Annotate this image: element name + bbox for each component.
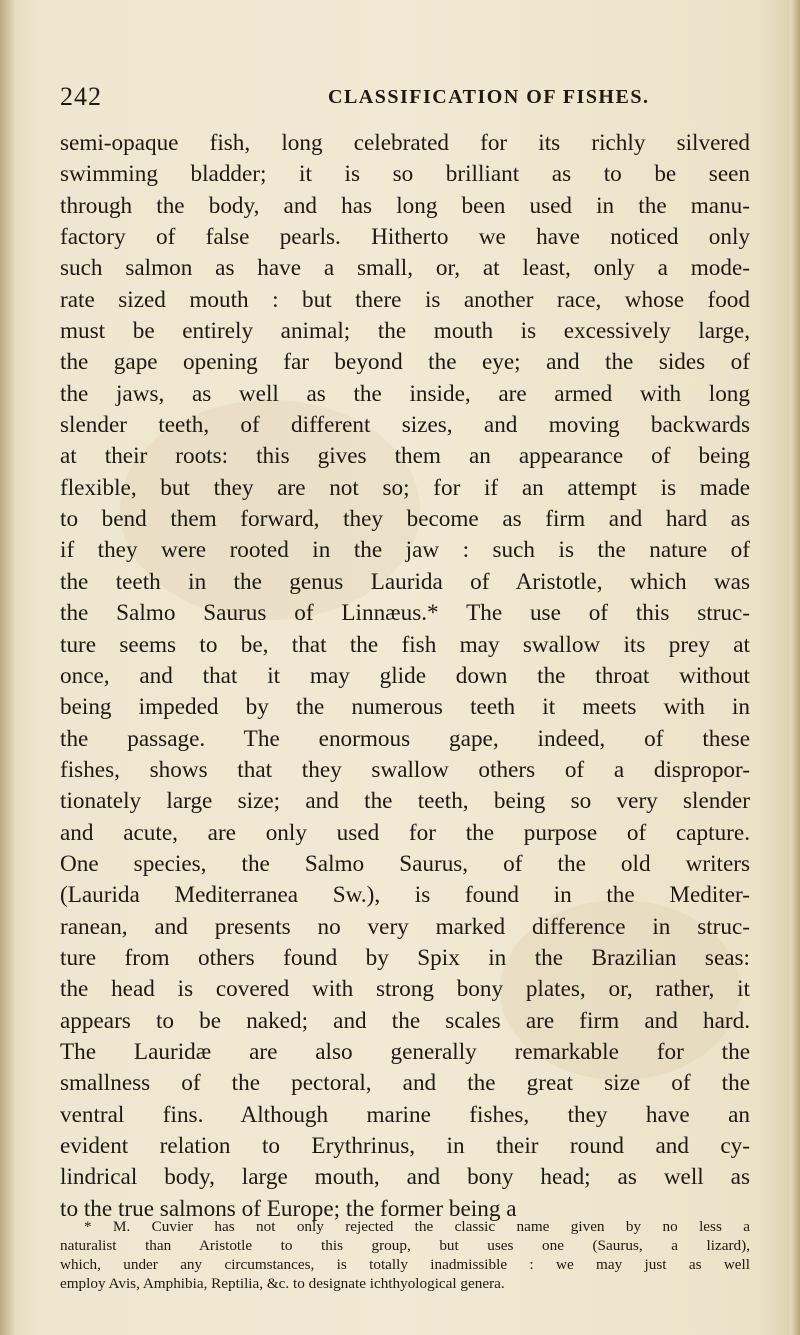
footnote xyxy=(60,1217,750,1293)
text-line: appears to be naked; and the scales are firm and hard. xyxy=(60,1007,750,1034)
text-line: the jaws, as well as the inside, are armed with long xyxy=(60,380,750,407)
text-line: One species, the Salmo Saurus, of the old writers xyxy=(60,850,750,877)
text-line: lindrical body, large mouth, and bony head; as well as xyxy=(60,1164,750,1191)
text-line: the teeth in the genus Laurida of Aristotle, which was xyxy=(60,568,750,595)
text-line: to the true salmons of Europe; the former being a xyxy=(60,1195,517,1222)
text-line: swimming bladder; it is so brilliant as to be seen xyxy=(60,161,750,188)
text-line: slender teeth, of different sizes, and moving backwards xyxy=(60,412,750,439)
text-line: The Lauridæ are also generally remarkable for the xyxy=(60,1038,750,1065)
text-line: tionately large size; and the teeth, being so very slender xyxy=(60,788,750,815)
text-line: ture seems to be, that the fish may swallow its prey at xyxy=(60,631,750,658)
text-line: (Laurida Mediterranea Sw.), is found in the Mediter- xyxy=(60,882,750,909)
text-line: factory of false pearls. Hitherto we have noticed only xyxy=(60,224,750,251)
footnote-line: which, under any circumstances, is totally inadmissible : we may just as well xyxy=(60,1256,750,1273)
footnote-line: naturalist than Aristotle to this group, but uses one (Saurus, a lizard), xyxy=(60,1237,750,1254)
text-line: such salmon as have a small, or, at least, only a mode- xyxy=(60,255,750,282)
text-line: the head is covered with strong bony plates, or, rather, it xyxy=(60,976,750,1003)
text-line: being impeded by the numerous teeth it meets with in xyxy=(60,694,750,721)
text-line: once, and that it may glide down the throat without xyxy=(60,662,750,689)
text-line: the passage. The enormous gape, indeed, of these xyxy=(60,725,750,752)
text-line: the gape opening far beyond the eye; and the sides of xyxy=(60,349,750,376)
page-header xyxy=(60,82,750,122)
footnote-line: * M. Cuvier has not only rejected the classic name given by no less a xyxy=(84,1218,750,1235)
text-line: evident relation to Erythrinus, in their round and cy- xyxy=(60,1133,750,1159)
body-text xyxy=(60,128,750,1225)
text-line: through the body, and has long been used in the manu- xyxy=(60,192,750,219)
running-head: CLASSIFICATION OF FISHES. xyxy=(328,86,650,108)
page-edge-shadow xyxy=(790,0,800,1335)
text-line: and acute, are only used for the purpose of capture. xyxy=(60,819,750,846)
text-line: ture from others found by Spix in the Brazilian seas: xyxy=(60,944,750,971)
text-line: rate sized mouth : but there is another race, whose food xyxy=(60,286,750,313)
footnote-line: employ Avis, Amphibia, Reptilia, &c. to designate ichthyological genera. xyxy=(60,1275,505,1292)
text-line: if they were rooted in the jaw : such is the nature of xyxy=(60,537,750,564)
text-line: the Salmo Saurus of Linnæus.* The use of this struc- xyxy=(60,600,750,627)
text-line: ranean, and presents no very marked difference in struc- xyxy=(60,913,750,940)
text-line: at their roots: this gives them an appearance of being xyxy=(60,443,750,470)
text-line: semi-opaque fish, long celebrated for its richly silvered xyxy=(60,130,750,156)
page-gutter-shadow xyxy=(0,0,14,1335)
text-line: to bend them forward, they become as firm and hard as xyxy=(60,506,750,533)
text-line: ventral fins. Although marine fishes, they have an xyxy=(60,1101,750,1128)
text-line: smallness of the pectoral, and the great size of the xyxy=(60,1070,750,1097)
text-line: fishes, shows that they swallow others of a dispropor- xyxy=(60,756,750,783)
text-line: must be entirely animal; the mouth is excessively large, xyxy=(60,318,750,345)
text-line: flexible, but they are not so; for if an attempt is made xyxy=(60,474,750,501)
page-number: 242 xyxy=(60,82,102,111)
